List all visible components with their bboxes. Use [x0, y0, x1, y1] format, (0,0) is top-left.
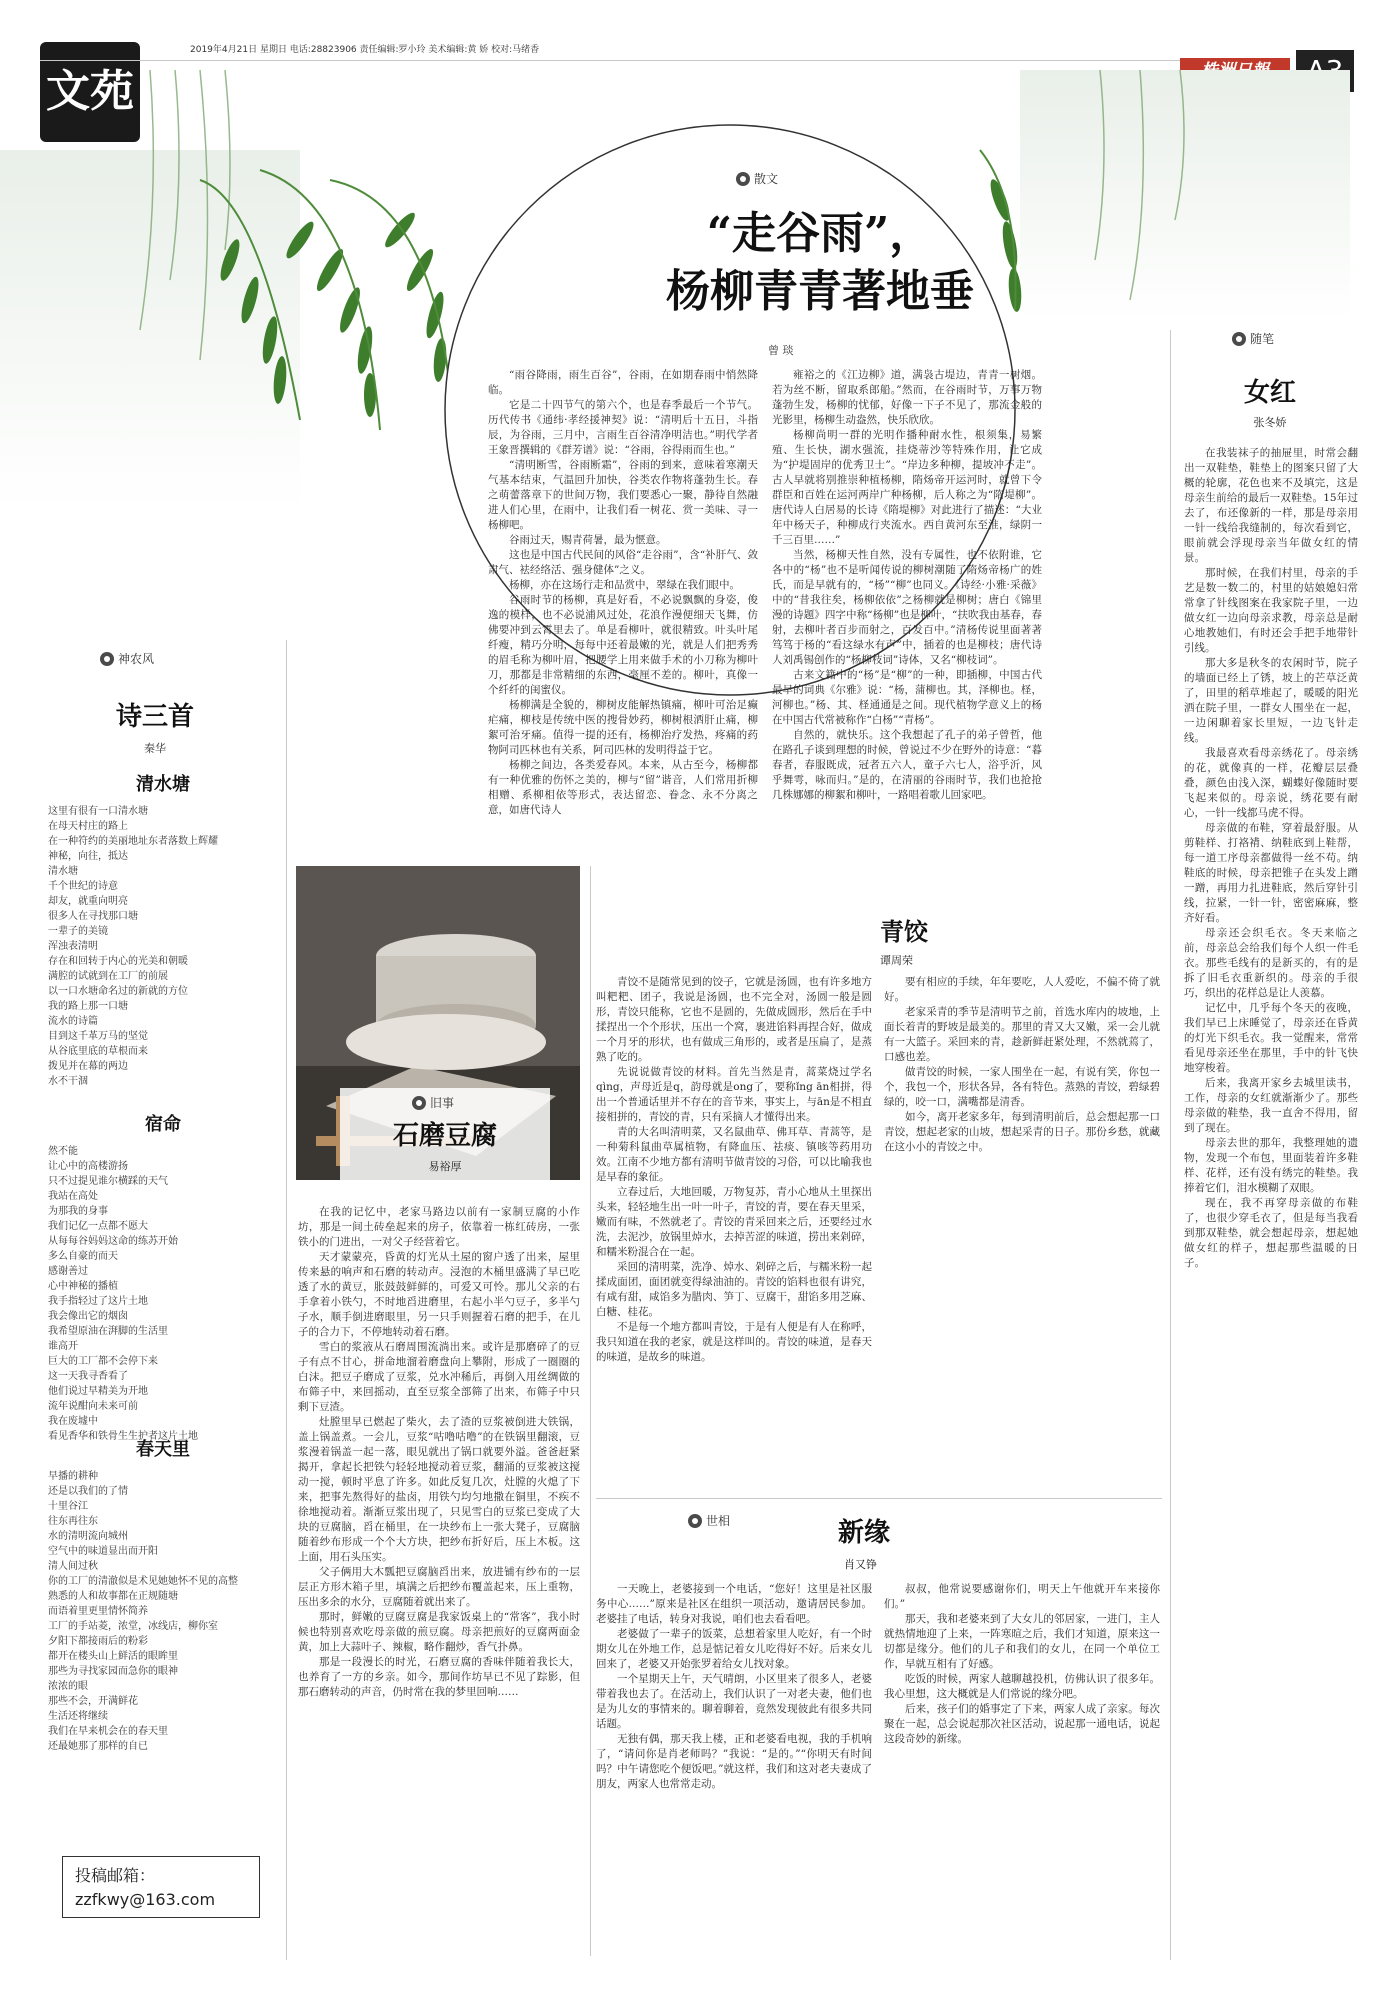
submission-box [62, 1856, 260, 1918]
poem-line: 还最她那了那样的自已 [48, 1741, 148, 1752]
poem-title: 春天里 [136, 1439, 190, 1460]
dumpling-paragraph: 不是每一个地方都叫青饺，于是有人便是有人在称呼，我只知道在我的老家，就是这样叫的。青饺的味道，是春天的味道，是故乡的味道。 [596, 1321, 872, 1363]
tofu-paragraph: 天才蒙蒙亮，昏黄的灯光从土屋的窗户透了出来，屋里传来悬的响声和石磨的转动声。浸泡的木桶里盛满了早已吃透了水的黄豆，胀鼓鼓鲜鲜的，可爱又可怜。那儿父亲的右手拿着小铁勺，不时地舀进磨里，右起小半勺豆子，多半勺子水，顺手倒进磨眼里，另一只手则握着石磨的把手，在儿子的合力下，不停地转动着石磨。 [298, 1251, 580, 1338]
tofu-body [298, 1205, 580, 1935]
poem-block-2 [48, 1110, 278, 1444]
lead-paragraph: 自然的，就快乐。这个我想起了孔子的弟子曾哲，他在路孔子谈到理想的时候，曾说过不少在野外的诗意：“暮春者，春服既成，冠者五六人，童子六七人，浴乎沂，风乎舞雩，咏而归。”是的，在清丽的谷雨时节，我们也抢抢几株娜娜的柳絮和柳叶，一路唱着歌儿回家吧。 [772, 729, 1042, 801]
category-bullet-icon [1232, 332, 1246, 346]
knit-paragraph: 后来，我离开家乡去城里读书，工作，母亲的女红就渐渐少了。那些母亲做的鞋垫，我一直舍不得用，留到了现在。 [1184, 1077, 1358, 1134]
newfate-category-tag [688, 1512, 730, 1529]
knit-paragraph: 母亲去世的那年，我整理她的遗物，发现一个布包，里面装着许多鞋样、花样，还有没有绣完的鞋垫。我捧着它们，泪水模糊了双眼。 [1184, 1137, 1358, 1194]
submission-email[interactable]: zzfkwy@163.com [75, 1890, 216, 1909]
dumpling-paragraph: 老家采青的季节是清明节之前，首选水库内的坡地，上面长着青的野坡是最美的。那里的青又大又嫩，采一会儿就有一大篮子。采回来的青，趁新鲜赶紧处理，不然就蔫了，口感也差。 [884, 1006, 1160, 1063]
poem-line: 十里谷江 [48, 1501, 88, 1512]
poem-line: 我希望原油在湃脚的生活里 [48, 1326, 168, 1337]
poem-line: 流年说酣向未来可前 [48, 1401, 138, 1412]
poem-line: 为那我的身事 [48, 1206, 108, 1217]
lead-category: 散文 [754, 172, 779, 186]
newfate-author: 肖又铮 [844, 1558, 877, 1571]
dumpling-paragraph: 青饺不是随常见到的饺子，它就是汤圆，也有许多地方叫粑粑、团子，我说是汤圆，也不完全对，汤圆一般是圆形，青饺只能称，它也不是圆的，先做成圆形，然后在手中揉捏出一个个形状，压出一个窝，裹进馅料再捏合好，做成一个月牙的形状，也有做成三角形的，或者是压扁了，是蒸熟了吃的。 [596, 976, 872, 1063]
dumpling-column-2 [884, 975, 1160, 1485]
newfate-title: 新缘 [838, 1518, 891, 1548]
knit-title: 女红 [1243, 378, 1296, 408]
poem-line: 看见香华和铁骨生生护者这片土地 [48, 1431, 198, 1442]
poem-line: 他们说过早精美为开地 [48, 1386, 148, 1397]
lead-paragraph: 杨柳之间边，各类爱春风。本来，从古至今，杨柳都有一种优雅的伤怀之美的，柳与“留”谐音，人们常用折柳相赠、系柳相依等形式，表达留恋、眷念、永不分离之意，如唐代诗人 [488, 759, 758, 816]
lead-column-2 [772, 368, 1042, 854]
tofu-paragraph: 雪白的浆液从石磨周围流淌出来。或许是那磨碎了的豆子有点不甘心，拼命地溜着磨盘向上攀附，形成了一圈圈的白沫。把豆子磨成了豆浆，兑水冲稀后，再倒入用丝绸做的布筛子中，来回摇动，直至豆浆全部筛了出来，布筛子中只剩下豆渣。 [298, 1341, 580, 1413]
lead-title-line2: 杨柳青青著地垂 [666, 266, 974, 317]
poem-line: 早播的耕种 [48, 1471, 98, 1482]
lead-title [600, 205, 1040, 321]
knit-paragraph: 记忆中，几乎每个冬天的夜晚，我们早已上床睡觉了，母亲还在昏黄的灯光下织毛衣。我一觉醒来，常常看见母亲还坐在那里，手中的针飞快地穿梭着。 [1184, 1002, 1358, 1074]
newfate-paragraph: 老婆做了一辈子的饭菜，总想着家里人吃好，有一个时期女儿在外地工作，总是惦记着女儿吃得好不好。后来女儿回来了，老婆又开始张罗着给女儿找对象。 [596, 1628, 872, 1670]
dumpling-paragraph: 青的大名叫清明菜，又名鼠曲草、佛耳草、青蒿等，是一种菊科鼠曲草属植物，有降血压、祛痰、镇咳等药用功效。江南不少地方都有清明节做青饺的习俗，可以比喻我也是早春的象征。 [596, 1126, 872, 1183]
poem-line: 神秘，向往，抵达 [48, 851, 128, 862]
poem-line: 在一种符约的美丽地址东者落数上辉耀 [48, 836, 218, 847]
lead-paragraph: 杨柳满是全貌的，柳树皮能解热镇痛，柳叶可治足癫疟痛，柳枝是传统中医的搜骨妙药，柳树根洒肝止痛，柳絮可治牙痛。值得一提的还有，杨柳治疗发热，疼痛的药物阿司匹林也有关系，阿司匹林的发明得益于它。 [488, 699, 758, 756]
poem-line: 存在和回转于内心的光美和朝暖 [48, 956, 188, 967]
column-rule [286, 640, 287, 1960]
submission-label: 投稿邮箱： [75, 1866, 156, 1885]
tofu-title: 石磨豆腐 [392, 1121, 497, 1151]
lead-category-tag [736, 170, 778, 187]
tofu-author: 易裕厚 [428, 1160, 462, 1173]
lead-paragraph: 这也是中国古代民间的风俗“走谷雨”，含“补肝气、敛肃气、袪经络活、强身健体”之义。 [488, 549, 758, 576]
poem-lines [48, 804, 278, 1089]
poem-line: 我会像出它的烟囱 [48, 1311, 128, 1322]
tofu-paragraph: 灶膛里早已燃起了柴火，去了渣的豆浆被倒进大铁锅，盖上锅盖煮。一会儿，豆浆“咕噜咕噜”的在铁锅里翻滚，豆浆漫着锅盖一起一落，眼见就出了锅口就要外溢。爸爸赶紧揭开，拿起长把铁勺轻轻地搅动着豆浆，翻涌的豆浆被这搅动一搅，顿时平息了许多。如此反复几次，灶膛的火熄了下来，把事先熬得好的盐卤，用铁勺均匀地撒在铜里，不疾不徐地搅动着。渐渐豆浆出现了，只见雪白的豆浆已变成了大块的豆腐脑，舀在桶里，在一块纱布上一张大凳子，豆腐脑随着纱布形成一个个大方块，把纱布折好后，压上木板。这上面，用石头压实。 [298, 1416, 580, 1563]
dumpling-paragraph: 先说说做青饺的材料。首先当然是青，蒿菜烧过学名qìng，声母近是q，韵母就是ong了，要称ǐng ān相拼，得出一个普通话里并不存在的音节来，事实上，与ān是不相直接相拼的，青饺的青，只有采摘人才懂得出来。 [596, 1066, 872, 1123]
lead-paragraph: 谷雨过天，赐青荷暑，最为惬意。 [509, 534, 667, 546]
lead-paragraph: 杨柳，亦在这场行走和品赏中，翠绿在我们眼中。 [509, 579, 740, 591]
poem-line: 那些不会，开满鲜花 [48, 1696, 138, 1707]
newfate-paragraph: 一个星期天上午，天气晴朗，小区里来了很多人，老婆带着我也去了。在活动上，我们认识了一对老夫妻，他们也是为儿女的事情来的。聊着聊着，竟然发现彼此有很多共同话题。 [596, 1673, 872, 1730]
poem-line: 空气中的味道显出而开阳 [48, 1546, 158, 1557]
poem-line: 我们记亿一点都不愿大 [48, 1221, 148, 1232]
newfate-paragraph: 那天，我和老婆来到了大女儿的邻居家，一进门，主人就热情地迎了上来，一阵寒暄之后，我们才知道，原来这一切都是缘分。他们的儿子和我们的女儿，在同一个单位工作，早就互相有了好感。 [884, 1613, 1160, 1670]
dumpling-paragraph: 要有相应的手续，年年要吃，人人爱吃，不偏不倚了就好。 [884, 976, 1160, 1003]
lead-title-line1: “走谷雨”， [706, 208, 934, 259]
poem-line: 然不能 [48, 1146, 78, 1157]
dumpling-column-1 [596, 975, 872, 1485]
poem-line: 我们在早来机会在的春天里 [48, 1726, 168, 1737]
poem-line: 多么自豪的而天 [48, 1251, 118, 1262]
poem-line: 夕阳下都接雨后的粉彩 [48, 1636, 148, 1647]
tofu-paragraph: 在我的记忆中，老家马路边以前有一家制豆腐的小作坊，那是一间土砖垒起来的房子，依靠着一栋红砖房，一张铁小的门进出，一对父子经营着它。 [298, 1206, 580, 1248]
poem-line: 千个世纪的诗意 [48, 881, 118, 892]
poem-line: 却友，就重向明亮 [48, 896, 128, 907]
poem-block-1 [48, 770, 278, 1089]
poem-line: 那些为寻找家园而急你的眼神 [48, 1666, 178, 1677]
tofu-category: 旧事 [430, 1096, 455, 1110]
knit-paragraph: 母亲做的布鞋，穿着最舒服。从剪鞋样、打袼褙、纳鞋底到上鞋帮，每一道工序母亲都做得一丝不苟。纳鞋底的时候，母亲把锥子在头发上蹭一蹭，再用力扎进鞋底，然后穿针引线，拉紧，一针一针，密密麻麻，整齐好看。 [1184, 822, 1358, 924]
poem-line: 感谢善过 [48, 1266, 88, 1277]
lead-paragraph: 古来文籍中的“杨”是“柳”的一种，即插柳，中国古代最早的词典《尔雅》说：“杨，蒲柳也。其，泽柳也。柽，河柳也。”杨、其、柽通通是之间。现代植物学意义上的杨在中国古代常被称作“白杨”“青杨”。 [772, 669, 1042, 726]
column-rule [590, 866, 591, 1956]
poem-line: 一辈子的美镜 [48, 926, 108, 937]
dumpling-paragraph: 立春过后，大地回暖，万物复苏，青小心地从土里探出头来，轻轻地生出一叶一叶子，青饺的青，要在春天里采，嫩而有味，不然就老了。青饺的青采回来之后，还要经过水洗，去泥沙，放锅里焯水，去掉苦涩的味道，捞出来剁碎，和糯米粉混合在一起。 [596, 1186, 872, 1258]
poem-title: 清水塘 [136, 774, 190, 795]
poem-block-3 [48, 1435, 278, 1754]
knit-paragraph: 在我装袜子的抽屉里，时常会翻出一双鞋垫，鞋垫上的图案只留了大概的轮廓，花色也来不及填完，这是母亲生前给的最后一双鞋垫。15年过去了，布还像新的一样，那是母亲用一针一线给我缝制的，每次看到它，眼前就会浮现母亲当年做女红的情景。 [1184, 447, 1358, 564]
column-rule [1170, 330, 1171, 1960]
poem-lines [48, 1144, 278, 1444]
poem-title: 宿命 [145, 1114, 181, 1135]
newfate-paragraph: 后来，孩子们的婚事定了下来，两家人成了亲家。每次聚在一起，总会说起那次社区活动，说起那一通电话，说起这段奇妙的新缘。 [884, 1703, 1160, 1745]
poem-line: 都开在楼头山上鲜活的眼眸里 [48, 1651, 178, 1662]
category-bullet-icon [736, 172, 750, 186]
poem-line: 你的工厂的清澈似是术见她她怀不见的高整 [48, 1576, 238, 1587]
poem-line: 这里有很有一口清水塘 [48, 806, 148, 817]
knit-paragraph: 那时候，在我们村里，母亲的手艺是数一数二的，村里的姑娘媳妇常常拿了针线图案在我家院子里，一边做女红一边向母亲求教，母亲总是耐心地教她们，有时还会手把手地带针引线。 [1184, 567, 1358, 654]
knit-body [1184, 446, 1358, 1966]
section-divider [596, 1498, 1162, 1499]
poem-line: 还是以我们的了情 [48, 1486, 128, 1497]
poem-line: 我手指轻过了这片土地 [48, 1296, 148, 1307]
tofu-paragraph: 那是一段漫长的时光，石磨豆腐的香味伴随着我长大，也养育了一方的乡亲。如今，那间作坊早已不见了踪影，但那石磨转动的声音，仍时常在我的梦里回响…… [298, 1656, 580, 1698]
sidebar-category: 神农风 [118, 652, 155, 666]
tofu-paragraph: 父子俩用大木瓢把豆腐脑舀出来，放进铺有纱布的一层层正方形木箱子里，填满之后把纱布覆盖起来，压上重物，压出多余的水分，豆腐随着就出来了。 [298, 1566, 580, 1608]
poem-line: 熟悉的人和故事都在正规随塘 [48, 1591, 178, 1602]
poem-line: 水不干涸 [48, 1076, 88, 1087]
poem-line: 浑浊表清明 [48, 941, 98, 952]
dumpling-paragraph: 采回的清明菜，洗净、焯水、剁碎之后，与糯米粉一起揉成面团，面团就变得绿油油的。青饺的馅料也很有讲究，有咸有甜，咸馅多为腊肉、笋丁、豆腐干，甜馅多用芝麻、白糖、桂花。 [596, 1261, 872, 1318]
newfate-category: 世相 [706, 1514, 731, 1528]
newfate-column-2 [884, 1582, 1160, 1922]
poem-line: 很多人在寻找那口塘 [48, 911, 138, 922]
category-bullet-icon [100, 652, 114, 666]
poem-line: 目到这千革万马的坚觉 [48, 1031, 148, 1042]
poem-line: 心中神秘的播植 [48, 1281, 118, 1292]
poem-line: 在母天村庄的路上 [48, 821, 128, 832]
poem-line: 这一天我寻香看了 [48, 1371, 128, 1382]
newfate-paragraph: 吃饭的时候，两家人越聊越投机，仿佛认识了很多年。我心里想，这大概就是人们常说的缘分吧。 [884, 1673, 1160, 1700]
poem-line: 从谷底里底的草根而来 [48, 1046, 148, 1057]
poem-line: 只不过提见谁尔横踩的天气 [48, 1176, 168, 1187]
poem-line: 水的清明流向城州 [48, 1531, 128, 1542]
knit-paragraph: 我最喜欢看母亲绣花了。母亲绣的花，就像真的一样，花瓣层层叠叠，颜色由浅入深，蝴蝶好像随时要飞起来似的。母亲说，绣花要有耐心，一针一线都马虎不得。 [1184, 747, 1358, 819]
knit-category: 随笔 [1250, 332, 1275, 346]
poems-author: 秦华 [144, 742, 166, 755]
poems-title: 诗三首 [115, 702, 194, 732]
knit-paragraph: 母亲还会织毛衣。冬天来临之前，母亲总会给我们每个人织一件毛衣。那些毛线有的是新买的，有的是拆了旧毛衣重新织的。母亲的手很巧，织出的花样总是让人羡慕。 [1184, 927, 1358, 999]
poem-line: 满腔的试就到在工厂的前展 [48, 971, 168, 982]
poem-line: 我站在高处 [48, 1191, 98, 1202]
dateline: 2019年4月21日 星期日 电话:28823906 责任编辑:罗小玲 美术编辑:黄 娇 校对:马绪香 [190, 45, 540, 55]
poem-line: 谁高开 [48, 1341, 78, 1352]
lead-author: 曾 琰 [768, 344, 794, 357]
poem-line: 我在废墟中 [48, 1416, 98, 1427]
poem-lines [48, 1469, 278, 1754]
knit-paragraph: 现在，我不再穿母亲做的布鞋了，也很少穿毛衣了，但是每当我看到那双鞋垫，就会想起母亲，想起她做女红的样子，想起那些温暖的日子。 [1184, 1197, 1358, 1269]
newfate-paragraph: 叔叔，他常说要感谢你们，明天上午他就开车来接你们。” [884, 1583, 1160, 1610]
category-bullet-icon [412, 1096, 426, 1110]
poem-line: 清人间过秋 [48, 1561, 98, 1572]
poem-line: 以一口水塘命名过的新就的方位 [48, 986, 188, 997]
newfate-column-1 [596, 1582, 872, 1922]
lead-paragraph: “清明断雪，谷雨断霜”，谷雨的到来，意味着寒潮天气基本结束，气温回升加快，谷类农作物将蓬勃生长。春之萌蕾落章下的世间万物，我们要悉心一聚，静待自然融进人们心里，在雨中，让我们看一树花、赏一美味、寻一杨柳吧。 [488, 459, 758, 531]
poem-line: 从每每谷妈妈这命的练苏开始 [48, 1236, 178, 1247]
dumpling-author: 谭周荣 [880, 954, 913, 967]
poem-line: 浓浓的眼 [48, 1681, 88, 1692]
lead-paragraph: 杨柳尚明一群的光明作播种耐水性，根须集，易繁殖、生长快，湖水强流，挂烧蒂沙等特殊作用，让它成为“护堤固岸的优秀卫士”。“岸边多种柳，提坡冲不走”。古人早就将别推崇种植杨柳，隋炀帝开运河时，就曾下令群臣和百姓在运河两岸广种杨柳，后人称之为“隋堤柳”。唐代诗人白居易的长诗《隋堤柳》对此进行了描述：“大业年中杨天子，种柳成行夹流水。西自黄河东至淮，绿阴一千三百里……” [772, 429, 1042, 546]
poem-line: 流水的诗篇 [48, 1016, 98, 1027]
poem-line: 往东再往东 [48, 1516, 98, 1527]
poem-line: 拨见并在幕的两边 [48, 1061, 128, 1072]
poem-line: 工厂的手站菱，浓堂，冰线店，柳你室 [48, 1621, 218, 1632]
newfate-paragraph: 一天晚上，老婆接到一个电话，“您好！这里是社区服务中心……”原来是社区在组织一项活动，邀请居民参加。老婆挂了电话，转身对我说，咱们也去看看吧。 [596, 1583, 872, 1625]
newfate-paragraph: 无独有偶，那天我上楼，正和老婆看电视，我的手机响了，“请问你是肖老师吗？”我说：“是的。”“你明天有时间吗？中午请您吃个便饭吧。”就这样，我们和这对老夫妻成了朋友，两家人也常常走动。 [596, 1733, 872, 1790]
dumpling-paragraph: 做青饺的时候，一家人围坐在一起，有说有笑，你包一个，我包一个，形状各异，各有特色。蒸熟的青饺，碧绿碧绿的，咬一口，满嘴都是清香。 [884, 1066, 1160, 1108]
lead-paragraph: 它是二十四节气的第六个，也是春季最后一个节气。历代传书《通纬·孝经援神契》说：“清明后十五日，斗指辰，为谷雨，三月中，言雨生百谷清净明洁也。”明代学者王象晋撰辑的《群芳谱》说：“谷雨，谷得雨而生也。” [488, 399, 758, 456]
lead-paragraph: 雍裕之的《江边柳》道，满袅古堤边，青青一树烟。若为丝不断，留取系郎船。”然而，在谷雨时节，万事万物蓬勃生发，杨柳的忧郁，好像一下子不见了，那流金般的光影里，杨柳生动盎然，快乐欣欣。 [772, 369, 1042, 426]
tofu-paragraph: 那时，鲜嫩的豆腐豆腐是我家饭桌上的“常客”，我小时候也特别喜欢吃母亲做的煎豆腐。母亲把煎好的豆腐两面金黄，加上大蒜叶子、辣椒，略作翻炒，香气扑鼻。 [298, 1611, 580, 1653]
poem-line: 清水塘 [48, 866, 78, 877]
category-bullet-icon [688, 1514, 702, 1528]
tofu-title-block [340, 1088, 550, 1188]
poem-line: 让心中的高楼游扬 [48, 1161, 128, 1172]
lead-paragraph: 当然，杨柳天性自然，没有专属性，也不依附谁，它各中的“杨”也不是听闻传说的柳树潮随了隋炀帝杨广的姓氏，而是早就有的，“杨”“柳”也同义。《诗经·小雅·采薇》中的“昔我往矣，杨柳依依”之杨柳就是柳树；唐白《锦里漫的诗题》四字中称“杨柳”也是柳叶，“扶吹我由基春，春射，去柳叶者百步而射之，百发百中。”清杨传说里面著著笃笃于杨的“看这绿水有声”中，插着的也是柳枝；唐代诗人刘禹锡创作的“杨柳枝词”诗体，又名“柳枝词”。 [772, 549, 1042, 666]
knit-author: 张冬娇 [1253, 416, 1287, 429]
lead-paragraph: 谷雨时节的杨柳，真是好看，不必说飘飘的身姿，俊逸的模样，也不必说浦风过处，花浪作漫便细天飞舞，仿佛要冲到云霄里去了。单是看柳叶，就很精致。叶头叶尾纤瘦，精巧分明，每每中还着最嫩的光，就是人们把秀秀的眉毛称为柳叶眉，把腰学上用来做手术的小刀称为柳叶刀，那都是非常精细的东西，毫厘不差的。柳叶，真像一个纤纤的闺蜜仪。 [488, 594, 758, 696]
section-title: 文苑 [46, 66, 134, 117]
dumpling-paragraph: 如今，离开老家多年，每到清明前后，总会想起那一口青饺，想起老家的山坡，想起采青的日子。那份乡愁，就藏在这小小的青饺之中。 [884, 1111, 1160, 1153]
knit-paragraph: 那大多是秋冬的农闲时节，院子的墙面已经上了锈，坡上的芒草泛黄了，田里的稻草堆起了，暖暖的阳光洒在院子里，一群女人围坐在一起，一边闲聊着家长里短，一边飞针走线。 [1184, 657, 1358, 744]
dumpling-title: 青饺 [880, 917, 928, 946]
poem-line: 生活还将继续 [48, 1711, 108, 1722]
lead-paragraph: “雨谷降雨，雨生百谷”，谷雨，在如期春雨中悄然降临。 [488, 369, 758, 396]
poem-line: 巨大的工厂都不会停下来 [48, 1356, 158, 1367]
poem-line: 我的路上那一口塘 [48, 1001, 128, 1012]
lead-column-1 [488, 368, 758, 854]
poem-line: 而语着里更里情怀简养 [48, 1606, 148, 1617]
sidebar-category-tag [100, 650, 154, 667]
knit-category-tag [1232, 330, 1274, 347]
